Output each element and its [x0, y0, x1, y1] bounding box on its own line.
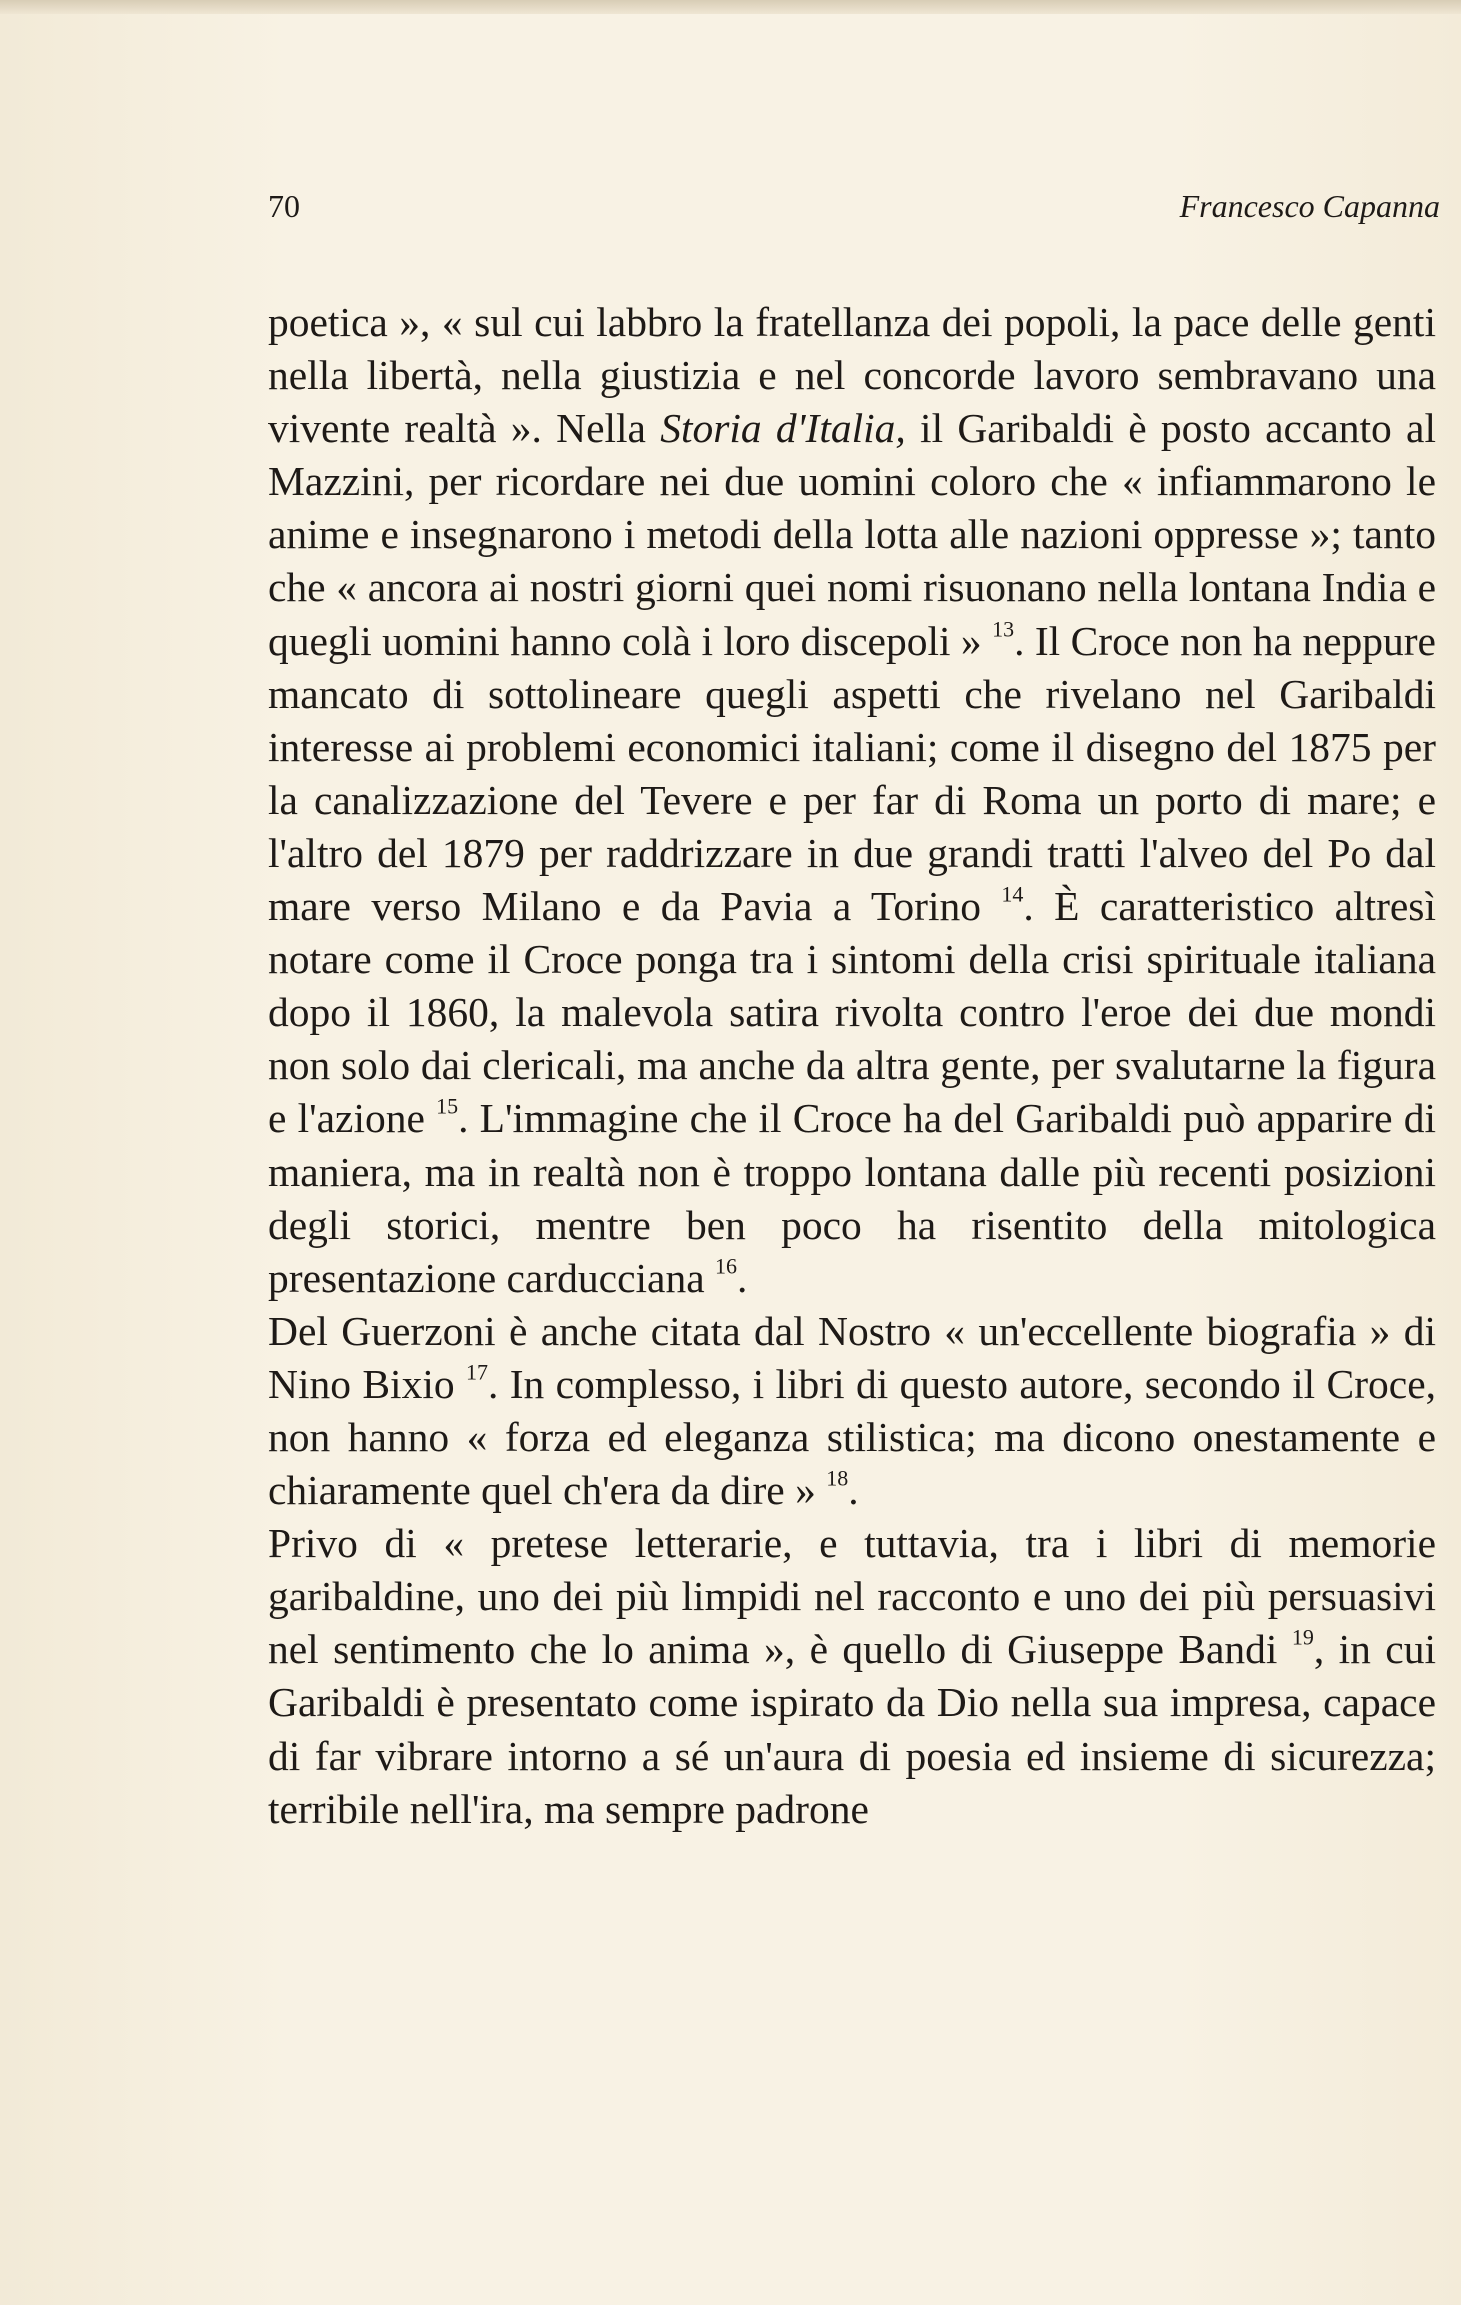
paragraph	[268, 296, 1436, 1305]
paragraph	[268, 1305, 1436, 1517]
text-segment: .	[737, 1254, 748, 1301]
italic-title: Storia d'Italia,	[660, 405, 906, 452]
footnote-marker: 19	[1291, 1624, 1314, 1650]
body-text	[268, 296, 1436, 1836]
paragraph	[268, 1517, 1436, 1836]
text-segment: . Il Croce non ha neppure mancato di sottolineare quegli aspetti che rivelano nel Garibaldi interesse ai problemi economici italiani; come il disegno del 1875 per la canalizzazione del Tevere e per far di Roma un porto di mare; e l'altro del 1879 per raddrizzare in due grandi tratti l'alveo del Po dal mare verso Milano e da Pavia a Torino	[268, 617, 1436, 930]
text-segment: . È caratteristico altresì notare come il Croce ponga tra i sintomi della crisi spirituale italiana dopo il 1860, la malevola satira rivolta contro l'eroe dei due mondi non solo dai clericali, ma anche da altra gente, per svalutarne la figura e l'azione	[268, 883, 1436, 1142]
text-segment: Privo di « pretese letterarie, e tuttavia, tra i libri di memorie garibaldine, uno dei più limpidi nel racconto e uno dei più persuasivi nel sentimento che lo anima », è quello di Giuseppe Bandi	[268, 1520, 1436, 1673]
text-segment: . In complesso, i libri di questo autore, secondo il Croce, non hanno « forza ed eleganza stilistica; ma dicono onestamente e chiaramente quel ch'era da dire »	[268, 1360, 1436, 1514]
footnote-marker: 17	[465, 1359, 488, 1385]
footnote-marker: 15	[436, 1093, 459, 1119]
text-segment: poetica », « sul cui labbro la fratellanza dei popoli, la pace delle genti nella libertà, nella giustizia e nel concorde lavoro sembravano una vivente realtà ». Nella	[268, 299, 1436, 452]
text-segment: il Garibaldi è posto accanto al Mazzini, per ricordare nei due uomini coloro che « infiammarono le anime e insegnarono i metodi della lotta alle nazioni oppresse »; tanto che « ancora ai nostri giorni quei nomi risuonano nella lontana India e quegli uomini hanno colà i loro discepoli »	[268, 405, 1436, 664]
running-head-author: Francesco Capanna	[1179, 188, 1440, 224]
text-segment: Del Guerzoni è anche citata dal Nostro « un'eccellente biografia » di Nino Bixio	[268, 1307, 1436, 1407]
text-segment: .	[848, 1467, 859, 1514]
footnote-marker: 13	[992, 615, 1015, 641]
footnote-marker: 16	[715, 1253, 737, 1278]
text-segment: , in cui Garibaldi è presentato come ispirato da Dio nella sua impresa, capace di far vibrare intorno a sé un'aura di poesia ed insieme di sicurezza; terribile nell'ira, ma sempre padrone	[268, 1626, 1436, 1832]
footnote-marker: 14	[1001, 881, 1024, 907]
footnote-marker: 18	[826, 1465, 849, 1491]
page-top-edge	[0, 0, 1461, 14]
text-segment: . L'immagine che il Croce ha del Garibaldi può apparire di maniera, ma in realtà non è troppo lontana dalle più recenti posizioni degli storici, mentre ben poco ha risentito della mitologica presentazione carducciana	[268, 1095, 1436, 1301]
page-header	[268, 188, 1440, 232]
page-number: 70	[268, 188, 300, 224]
